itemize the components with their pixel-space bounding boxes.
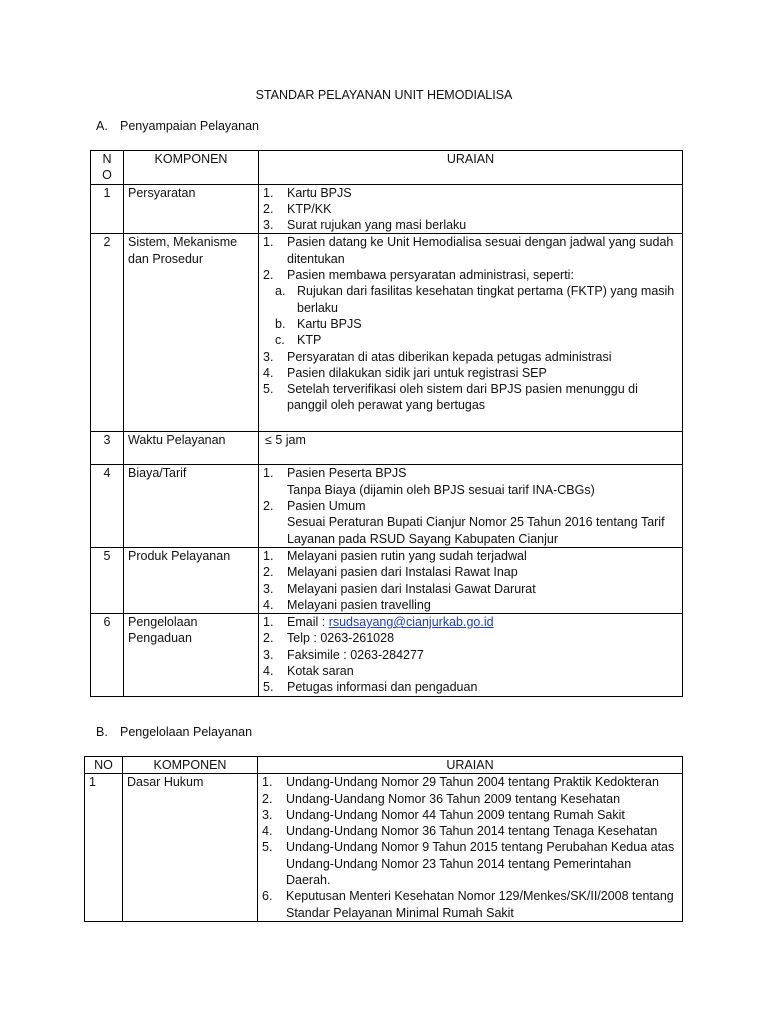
list-item: 1. Pasien Peserta BPJS	[263, 466, 407, 481]
row-komponen: Biaya/Tarif	[124, 465, 259, 547]
table-row	[91, 547, 683, 613]
row-uraian	[258, 774, 683, 922]
row-number: 6	[91, 614, 124, 696]
list-item: 4. Melayani pasien travelling	[263, 597, 431, 612]
row-komponen: Dasar Hukum	[123, 774, 258, 922]
table-row	[91, 432, 683, 465]
list-item: 3. Undang-Undang Nomor 44 Tahun 2009 tentang Rumah Sakit	[262, 807, 625, 822]
row-uraian: ≤ 5 jam	[259, 432, 683, 465]
header-komponen: KOMPONEN	[123, 757, 258, 774]
section-a-label: Penyampaian Pelayanan	[120, 119, 259, 133]
section-b-letter: B.	[96, 725, 108, 739]
table-row	[85, 774, 683, 922]
list-item: 2. KTP/KK	[263, 201, 332, 216]
header-uraian: URAIAN	[259, 151, 683, 185]
table-row	[91, 184, 683, 234]
list-item: 1. Email : rsudsayang@cianjurkab.go.id	[263, 615, 494, 630]
list-item: 4. Pasien dilakukan sidik jari untuk registrasi SEP	[263, 365, 547, 380]
list-item: 6. Keputusan Menteri Kesehatan Nomor 129/Menkes/SK/II/2008 tentang Standar Pelayanan Minimal Rumah Sakit	[262, 889, 674, 920]
list-item: 4. Undang-Undang Nomor 36 Tahun 2014 tentang Tenaga Kesehatan	[262, 824, 658, 839]
row-uraian	[259, 184, 683, 234]
header-no: N O	[91, 151, 124, 185]
row-number: 3	[91, 432, 124, 465]
email-link[interactable]: rsudsayang@cianjurkab.go.id	[328, 615, 494, 630]
list-item-detail: Tanpa Biaya (dijamin oleh BPJS sesuai tarif INA-CBGs)	[287, 482, 595, 497]
row-komponen: Produk Pelayanan	[124, 547, 259, 613]
list-item-detail: Sesuai Peraturan Bupati Cianjur Nomor 25 Tahun 2016 tentang Tarif Layanan pada RSUD Sayang Kabupaten Cianjur	[287, 515, 665, 546]
service-management-table	[84, 756, 683, 922]
section-b-heading	[96, 725, 252, 739]
list-item: 1. Melayani pasien rutin yang sudah terjadwal	[263, 548, 527, 563]
list-item: 2. Melayani pasien dari Instalasi Rawat Inap	[263, 565, 518, 580]
list-item: 4. Kotak saran	[263, 664, 354, 679]
list-item: 5. Petugas informasi dan pengaduan	[263, 680, 478, 695]
list-item: 2. Pasien Umum	[263, 499, 366, 514]
list-item: 2. Telp : 0263-261028	[263, 631, 395, 646]
row-uraian	[259, 547, 683, 613]
list-item: 2. Pasien membawa persyaratan administrasi, seperti:	[263, 268, 574, 283]
document-title: STANDAR PELAYANAN UNIT HEMODIALISA	[255, 88, 513, 102]
list-item: 5. Setelah terverifikasi oleh sistem dari BPJS pasien menunggu di panggil oleh perawat yang bertugas	[263, 382, 638, 413]
sub-list-item: c. KTP	[275, 333, 322, 348]
row-uraian	[259, 614, 683, 696]
row-number: 1	[85, 774, 123, 922]
list-item: 3. Surat rujukan yang masi berlaku	[263, 218, 467, 233]
row-number: 5	[91, 547, 124, 613]
header-uraian: URAIAN	[258, 757, 683, 774]
row-number: 1	[91, 184, 124, 234]
list-item: 5. Undang-Undang Nomor 9 Tahun 2015 tentang Perubahan Kedua atas Undang-Undang Nomor 23 Tahun 2014 tentang Pemerintahan Daerah.	[262, 840, 675, 888]
list-item: 3. Melayani pasien dari Instalasi Gawat Darurat	[263, 581, 536, 596]
row-komponen: Pengelolaan Pengaduan	[124, 614, 259, 696]
table-header-row	[85, 757, 683, 774]
row-uraian	[259, 234, 683, 432]
sub-list-item: b. Kartu BPJS	[275, 316, 362, 331]
row-uraian	[259, 465, 683, 547]
service-delivery-table	[90, 150, 683, 697]
row-komponen: Waktu Pelayanan	[124, 432, 259, 465]
list-item: 3. Persyaratan di atas diberikan kepada petugas administrasi	[263, 349, 612, 364]
section-a-heading	[96, 119, 259, 133]
row-number: 2	[91, 234, 124, 432]
list-item: 2. Undang-Uandang Nomor 36 Tahun 2009 tentang Kesehatan	[262, 791, 621, 806]
section-a-letter: A.	[96, 119, 108, 133]
table-row	[91, 465, 683, 547]
row-number: 4	[91, 465, 124, 547]
header-komponen: KOMPONEN	[124, 151, 259, 185]
list-item: 1. Undang-Undang Nomor 29 Tahun 2004 tentang Praktik Kedokteran	[262, 775, 659, 790]
sub-list-item: a. Rujukan dari fasilitas kesehatan tingkat pertama (FKTP) yang masih berlaku	[275, 284, 675, 315]
list-item: 1. Kartu BPJS	[263, 185, 352, 200]
table-header-row	[91, 151, 683, 185]
list-item: 3. Faksimile : 0263-284277	[263, 647, 424, 662]
table-row	[91, 234, 683, 432]
row-komponen: Persyaratan	[124, 184, 259, 234]
list-item: 1. Pasien datang ke Unit Hemodialisa sesuai dengan jadwal yang sudah ditentukan	[263, 235, 674, 266]
table-row	[91, 614, 683, 696]
section-b-label: Pengelolaan Pelayanan	[120, 725, 253, 739]
header-no: NO	[85, 757, 123, 774]
row-komponen: Sistem, Mekanisme dan Prosedur	[124, 234, 259, 432]
